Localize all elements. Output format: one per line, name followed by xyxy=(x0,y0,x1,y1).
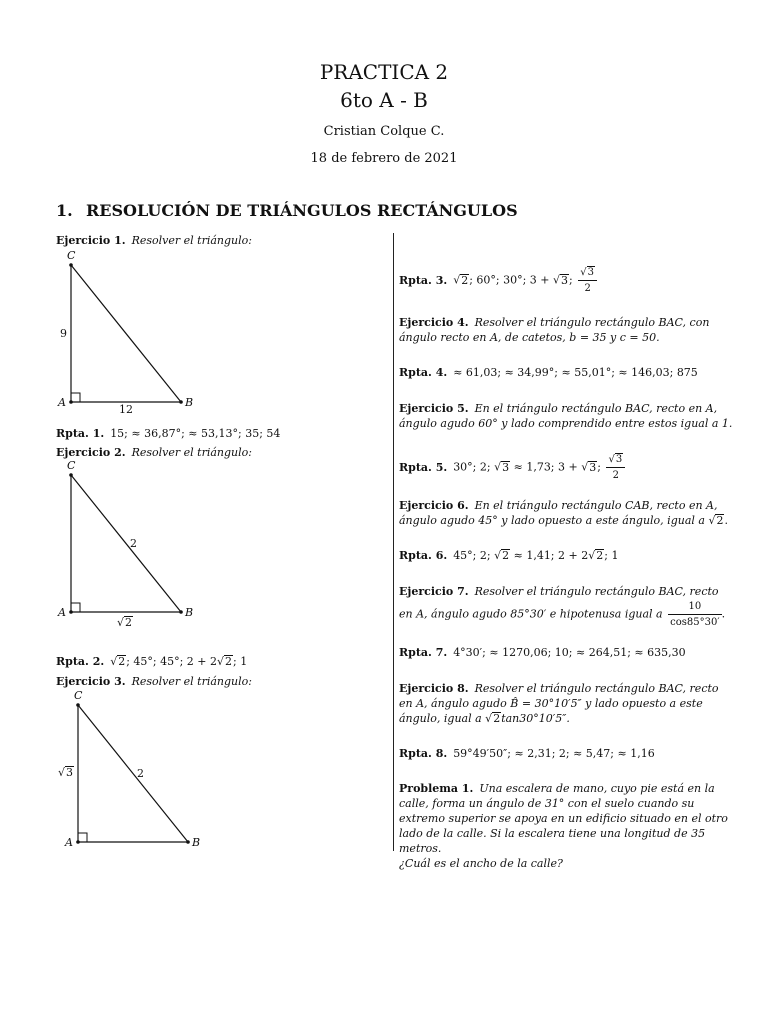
answer-6: Rpta. 6. 45°; 2; √2 ≈ 1,41; 2 + 2√2; 1 xyxy=(399,549,619,562)
exercise-7-frac-num: 10 xyxy=(668,599,721,615)
fig3-label-c: C xyxy=(74,689,83,702)
column-divider xyxy=(393,233,394,851)
answer-5-text-a: 30°; 2; xyxy=(453,460,495,474)
answer-8-label: Rpta. 8. xyxy=(399,747,448,760)
exercise-4-text: Resolver el triángulo rectángulo BAC, con ángulo recto en A, de catetos, b = 35 y c = 50. xyxy=(399,316,710,344)
answer-5-root-d: 3 xyxy=(589,460,597,474)
answer-5-fraction: $\frac{√3}{2}$ xyxy=(606,452,625,483)
fig1-label-c: C xyxy=(67,249,76,262)
fig3-left-radicand: 3 xyxy=(66,766,74,779)
answer-2-text-d: ; 1 xyxy=(233,655,248,668)
answer-5-root-b: 3 xyxy=(502,460,510,474)
page-subtitle: 6to A - B xyxy=(340,88,428,112)
answer-5-frac-num: 3 xyxy=(615,454,623,465)
exercise-6-text: En el triángulo rectángulo CAB, recto en A, ángulo agudo 45° y lado opuesto a este ángulo, igual a xyxy=(399,499,718,527)
answer-7 xyxy=(399,645,733,660)
date: 18 de febrero de 2021 xyxy=(310,151,458,166)
exercise-3-label: Ejercicio 3. xyxy=(56,675,126,688)
fig1-point-c xyxy=(69,263,73,267)
exercise-2-text: Resolver el triángulo: xyxy=(131,446,252,459)
exercise-3-text: Resolver el triángulo: xyxy=(131,675,252,688)
exercise-5-statement xyxy=(399,401,733,431)
answer-4-label: Rpta. 4. xyxy=(399,366,448,379)
fig1-label-a: A xyxy=(58,396,66,409)
section-title: RESOLUCIÓN DE TRIÁNGULOS RECTÁNGULOS xyxy=(86,201,518,220)
fig2-point-b xyxy=(179,610,183,614)
fig1-point-b xyxy=(179,400,183,404)
problem-1-question: ¿Cuál es el ancho de la calle? xyxy=(399,857,563,870)
exercise-6-statement: Ejercicio 6. En el triángulo rectángulo CAB, recto en A, ángulo agudo 45° y lado opuesto a este ángulo, igual a √2. xyxy=(399,499,728,527)
triangle-figure-1 xyxy=(50,245,250,405)
answer-5-frac-den: 2 xyxy=(612,470,620,481)
answer-3-frac-den: 2 xyxy=(584,283,591,294)
section-heading xyxy=(56,201,518,220)
exercise-7-text: Resolver el triángulo rectángulo BAC, recto en A, ángulo agudo 85°30′ e hipotenusa igual a xyxy=(399,585,719,621)
fig3-label-a: A xyxy=(65,836,73,849)
answer-1 xyxy=(56,426,280,441)
fig1-point-a xyxy=(69,400,73,404)
fig2-point-a xyxy=(69,610,73,614)
fig2-label-c: C xyxy=(67,459,76,472)
fig2-bottom-radicand: 2 xyxy=(125,616,133,629)
exercise-7-end: . xyxy=(721,607,726,621)
answer-3-text-d: ; xyxy=(569,273,573,287)
fig3-hyp-label: 2 xyxy=(137,767,144,780)
answer-5-text-e: ; xyxy=(597,460,601,474)
fig3-right-angle-mark xyxy=(78,833,87,842)
page-title: PRACTICA 2 xyxy=(319,60,449,84)
fig1-side-bc xyxy=(71,265,181,402)
answer-2-text-b: ; 45°; 45°; 2 + 2 xyxy=(126,655,218,668)
fig2-label-b: B xyxy=(185,606,194,619)
fig1-right-angle-mark xyxy=(71,393,80,402)
answer-3-text-b: ; 60°; 30°; 3 + xyxy=(469,273,554,287)
exercise-6-root: 2 xyxy=(716,514,724,527)
fig2-right-angle-mark xyxy=(71,603,80,612)
triangle-figure-3 xyxy=(57,685,257,845)
author: Cristian Colque C. xyxy=(323,124,445,139)
answer-6-text-a: 45°; 2; xyxy=(453,549,495,562)
answer-6-root-b: 2 xyxy=(502,549,510,562)
exercise-8-statement: Ejercicio 8. Resolver el triángulo rectángulo BAC, recto en A, ángulo agudo B̂ = 30°10′5″ y lado opuesto a este ángulo, igual a √2tan30°10′5″. xyxy=(399,682,719,725)
answer-7-label: Rpta. 7. xyxy=(399,646,448,659)
fig1-side-label-12: 12 xyxy=(119,403,133,416)
exercise-8-text-2: tan30°10′5″. xyxy=(501,712,570,725)
exercise-1-text: Resolver el triángulo: xyxy=(131,234,252,247)
answer-8-text: 59°49′50″; ≈ 2,31; 2; ≈ 5,47; ≈ 1,16 xyxy=(453,747,655,760)
section-number: 1. xyxy=(56,201,73,220)
answer-6-text-c: ≈ 1,41; 2 + 2 xyxy=(510,549,589,562)
problem-1-statement xyxy=(399,781,733,871)
answer-3-root-c: 3 xyxy=(561,273,569,287)
answer-2-root-a: 2 xyxy=(118,655,126,668)
fig3-point-c xyxy=(76,703,80,707)
answer-3-fraction: $\frac{√3}{2}$ xyxy=(578,265,597,296)
exercise-8-label: Ejercicio 8. xyxy=(399,682,469,695)
problem-1-label: Problema 1. xyxy=(399,782,474,795)
fig2-label-a: A xyxy=(58,606,66,619)
exercise-7-frac-den: cos85°30′ xyxy=(670,617,720,628)
problem-1-text: Una escalera de mano, cuyo pie está en la calle, forma un ángulo de 31° con el suelo cuando su extremo superior se apoya en un edificio situado en el otro lado de la calle. Si la escalera tiene una longitud de 35 metros. xyxy=(399,782,728,855)
exercise-2-label: Ejercicio 2. xyxy=(56,446,126,459)
fig2-side-bc xyxy=(71,475,181,612)
answer-6-root-d: 2 xyxy=(596,549,604,562)
exercise-6-end: . xyxy=(724,514,728,527)
answer-2-root-c: 2 xyxy=(225,655,233,668)
answer-8 xyxy=(399,746,733,761)
answer-3-label: Rpta. 3. xyxy=(399,273,448,287)
answer-2-label: Rpta. 2. xyxy=(56,655,105,668)
fig1-label-b: B xyxy=(185,396,194,409)
exercise-8-text-1: Resolver el triángulo rectángulo BAC, recto en A, ángulo agudo B̂ = 30°10′5″ y lado opuesto a este ángulo, igual a xyxy=(399,682,719,725)
answer-5-label: Rpta. 5. xyxy=(399,460,448,474)
exercise-7-fraction xyxy=(668,599,721,630)
answer-3: Rpta. 3. √2; 60°; 30°; 3 + √3; $\frac{√3}{2}$ xyxy=(399,265,733,296)
fig3-point-b xyxy=(186,840,190,844)
exercise-5-text: En el triángulo rectángulo BAC, recto en A, ángulo agudo 60° y lado comprendido entre estos igual a 1. xyxy=(399,402,733,430)
answer-6-text-e: ; 1 xyxy=(604,549,619,562)
fig2-bottom-label: √2 xyxy=(117,616,133,629)
fig2-point-c xyxy=(69,473,73,477)
answer-2: Rpta. 2. √2; 45°; 45°; 2 + 2√2; 1 xyxy=(56,655,248,668)
fig2-hyp-label: 2 xyxy=(130,537,137,550)
exercise-7-statement xyxy=(399,584,733,630)
answer-3-frac-num: 3 xyxy=(587,267,594,278)
exercise-1-label: Ejercicio 1. xyxy=(56,234,126,247)
exercise-7-label: Ejercicio 7. xyxy=(399,585,469,598)
answer-6-label: Rpta. 6. xyxy=(399,549,448,562)
triangle-figure-2 xyxy=(50,455,250,615)
answer-5: Rpta. 5. 30°; 2; √3 ≈ 1,73; 3 + √3; $\frac{√3}{2}$ xyxy=(399,452,733,483)
answer-4-text: ≈ 61,03; ≈ 34,99°; ≈ 55,01°; ≈ 146,03; 875 xyxy=(453,366,698,379)
exercise-6-label: Ejercicio 6. xyxy=(399,499,469,512)
fig3-label-b: B xyxy=(192,836,201,849)
answer-4 xyxy=(399,365,733,380)
exercise-8-root: 2 xyxy=(493,712,501,725)
answer-3-root-a: 2 xyxy=(461,273,469,287)
answer-1-text: 15; ≈ 36,87°; ≈ 53,13°; 35; 54 xyxy=(110,427,281,440)
exercise-5-label: Ejercicio 5. xyxy=(399,402,469,415)
answer-7-text: 4°30′; ≈ 1270,06; 10; ≈ 264,51; ≈ 635,30 xyxy=(453,646,686,659)
fig3-side-bc xyxy=(78,705,188,842)
fig3-left-label: √3 xyxy=(58,766,74,779)
answer-1-label: Rpta. 1. xyxy=(56,427,105,440)
fig1-side-label-9: 9 xyxy=(60,327,67,340)
exercise-4-label: Ejercicio 4. xyxy=(399,316,469,329)
exercise-4-statement xyxy=(399,315,733,345)
answer-5-text-c: ≈ 1,73; 3 + xyxy=(510,460,582,474)
fig3-point-a xyxy=(76,840,80,844)
